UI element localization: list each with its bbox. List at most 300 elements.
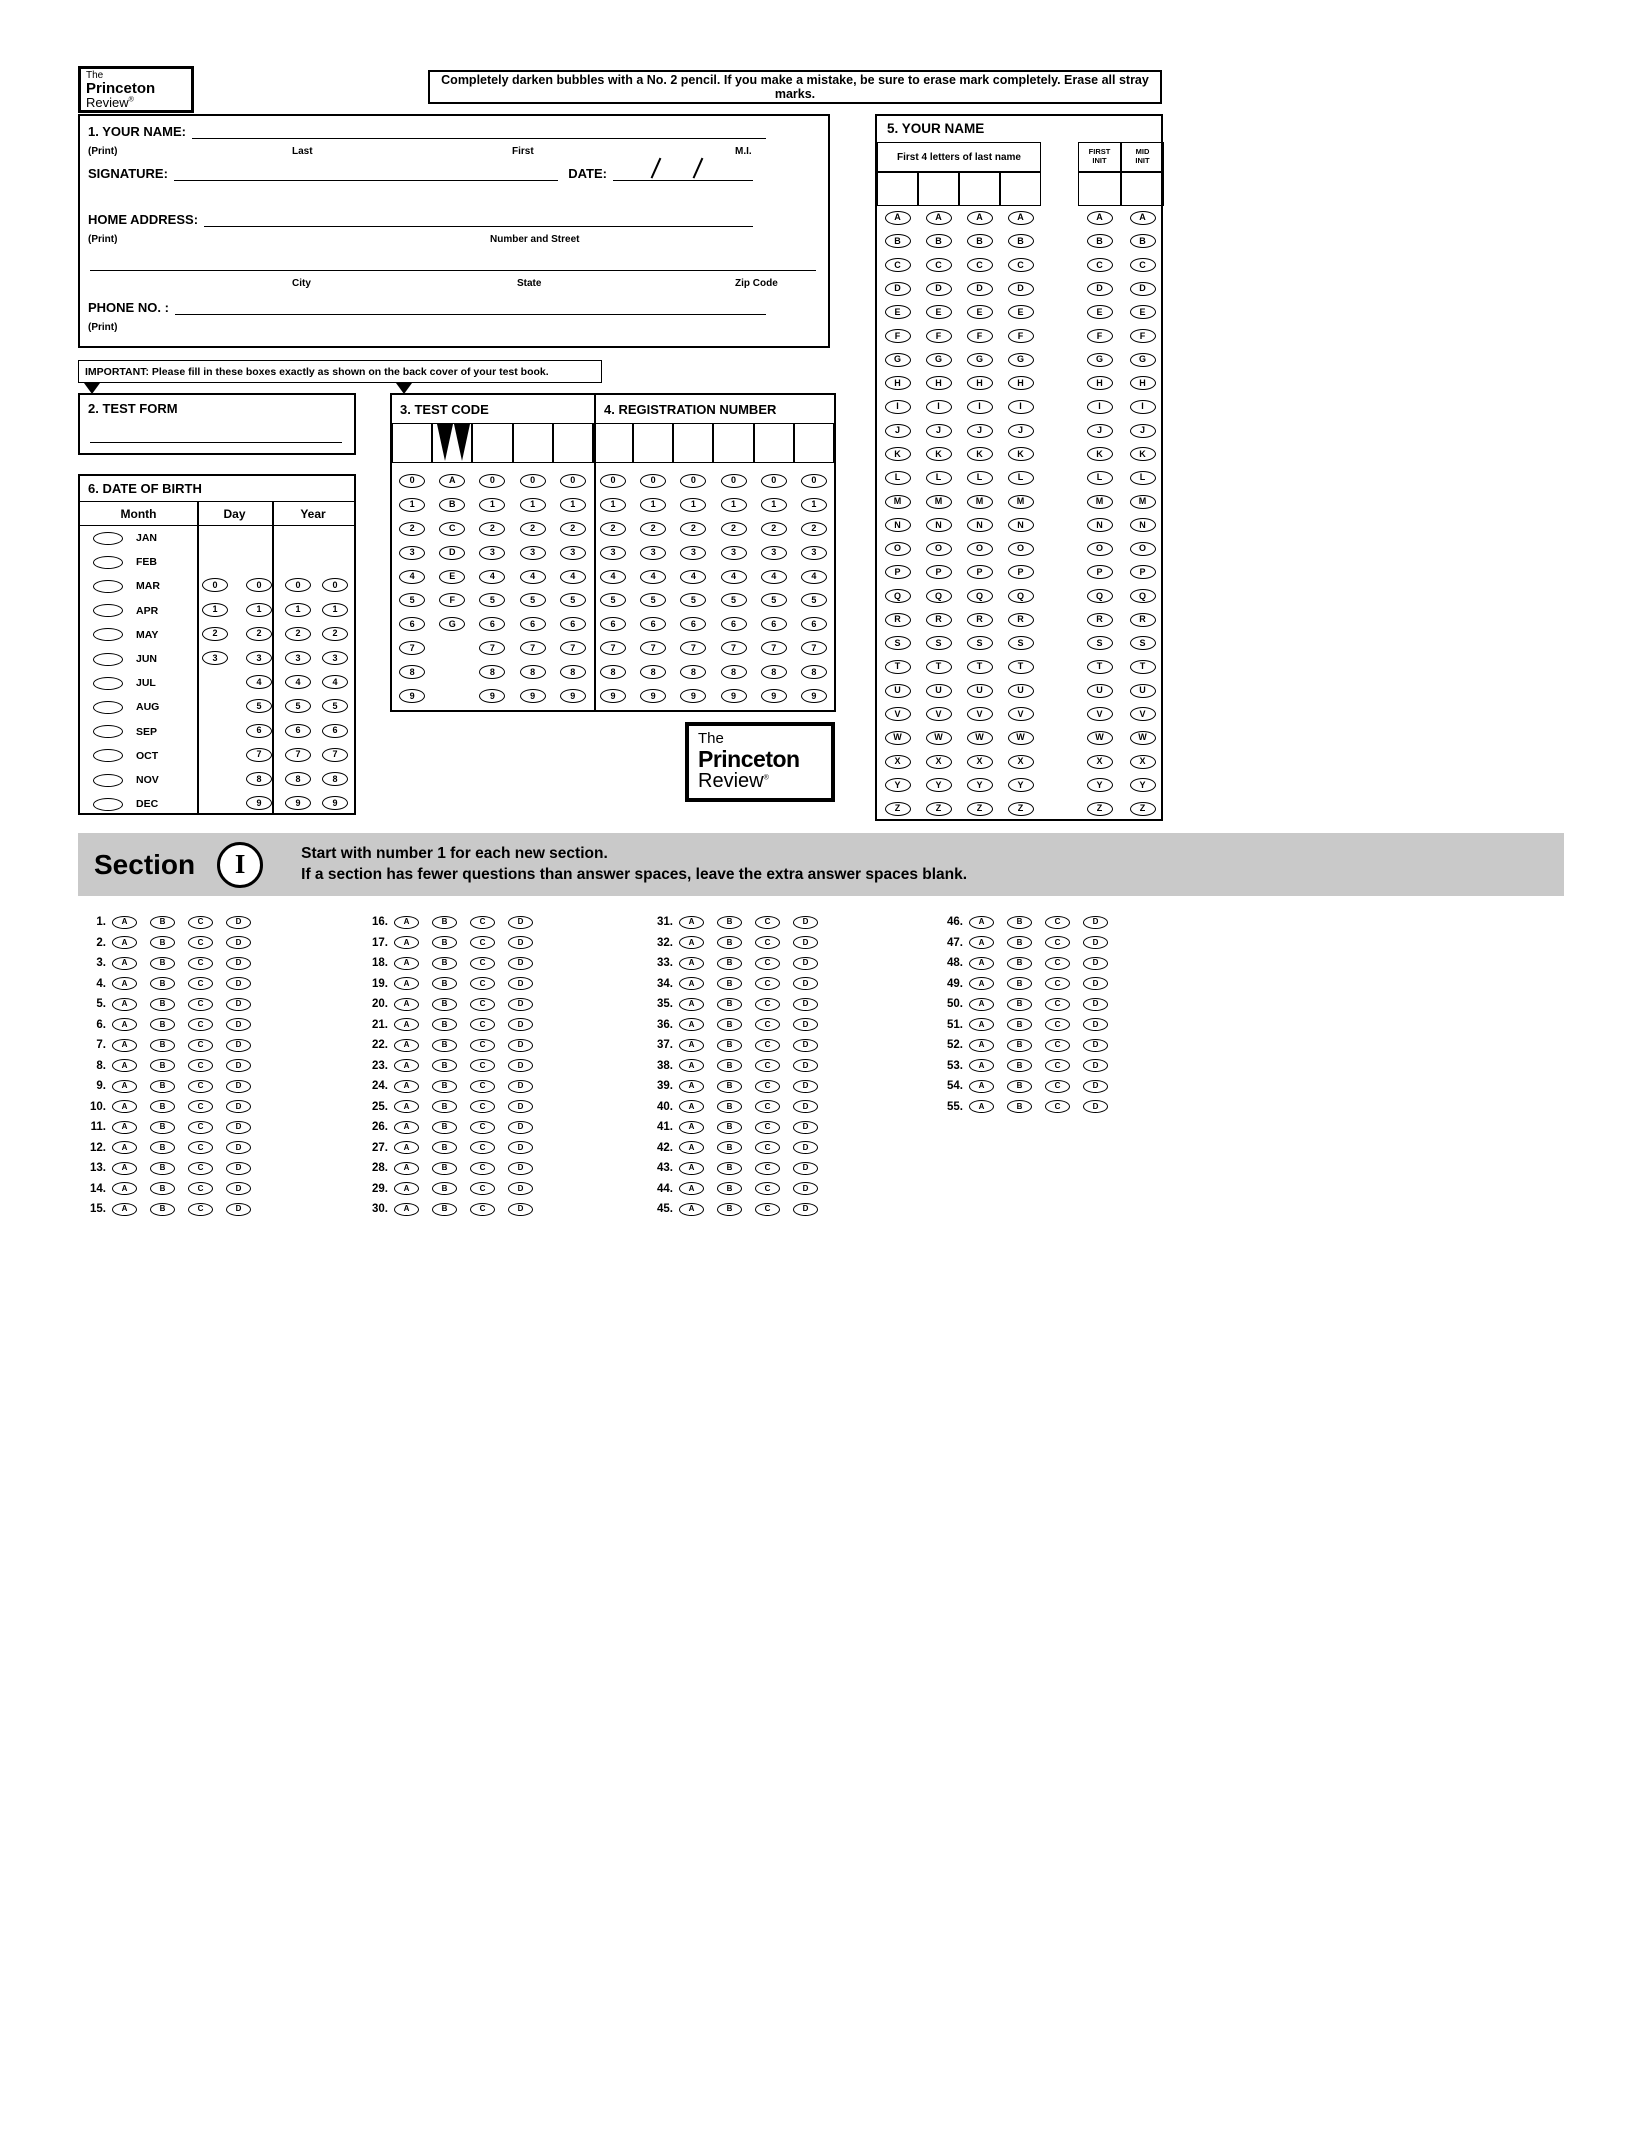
bubble-0[interactable]: 0: [761, 474, 787, 488]
answer-49-A[interactable]: A: [969, 977, 994, 990]
bubble-Z[interactable]: Z: [1008, 802, 1034, 816]
bubble-B[interactable]: B: [885, 234, 911, 248]
answer-35-D[interactable]: D: [793, 998, 818, 1011]
answer-31-C[interactable]: C: [755, 916, 780, 929]
answer-41-C[interactable]: C: [755, 1121, 780, 1134]
bubble-I[interactable]: I: [1008, 400, 1034, 414]
answer-43-C[interactable]: C: [755, 1162, 780, 1175]
bubble-year-ones-9[interactable]: 9: [322, 796, 348, 810]
bubble-day-ones-6[interactable]: 6: [246, 724, 272, 738]
bubble-F[interactable]: F: [967, 329, 993, 343]
bubble-year-tens-1[interactable]: 1: [285, 603, 311, 617]
answer-15-D[interactable]: D: [226, 1203, 251, 1216]
bubble-V[interactable]: V: [1087, 707, 1113, 721]
bubble-A[interactable]: A: [885, 211, 911, 225]
answer-21-B[interactable]: B: [432, 1018, 457, 1031]
answer-1-C[interactable]: C: [188, 916, 213, 929]
answer-9-B[interactable]: B: [150, 1080, 175, 1093]
answer-23-B[interactable]: B: [432, 1059, 457, 1072]
bubble-O[interactable]: O: [967, 542, 993, 556]
bubble-7[interactable]: 7: [801, 641, 827, 655]
answer-4-B[interactable]: B: [150, 977, 175, 990]
bubble-Y[interactable]: Y: [1130, 778, 1156, 792]
bubble-U[interactable]: U: [1087, 684, 1113, 698]
bubble-month-MAR[interactable]: [93, 580, 123, 593]
answer-14-C[interactable]: C: [188, 1182, 213, 1195]
bubble-9[interactable]: 9: [721, 689, 747, 703]
answer-4-A[interactable]: A: [112, 977, 137, 990]
bubble-1[interactable]: 1: [479, 498, 505, 512]
bubble-C[interactable]: C: [885, 258, 911, 272]
name-write-cell[interactable]: [1078, 172, 1121, 206]
answer-39-B[interactable]: B: [717, 1080, 742, 1093]
bubble-Z[interactable]: Z: [1130, 802, 1156, 816]
bubble-4[interactable]: 4: [680, 570, 706, 584]
bubble-O[interactable]: O: [885, 542, 911, 556]
bubble-T[interactable]: T: [1008, 660, 1034, 674]
answer-16-D[interactable]: D: [508, 916, 533, 929]
phone-line[interactable]: [175, 300, 766, 315]
bubble-2[interactable]: 2: [479, 522, 505, 536]
bubble-F[interactable]: F: [1087, 329, 1113, 343]
answer-22-D[interactable]: D: [508, 1039, 533, 1052]
bubble-month-OCT[interactable]: [93, 749, 123, 762]
bubble-C[interactable]: C: [1087, 258, 1113, 272]
bubble-I[interactable]: I: [885, 400, 911, 414]
bubble-R[interactable]: R: [885, 613, 911, 627]
bubble-B[interactable]: B: [967, 234, 993, 248]
name-write-cell[interactable]: [918, 172, 959, 206]
answer-17-C[interactable]: C: [470, 936, 495, 949]
bubble-5[interactable]: 5: [761, 593, 787, 607]
answer-33-C[interactable]: C: [755, 957, 780, 970]
bubble-0[interactable]: 0: [399, 474, 425, 488]
bubble-P[interactable]: P: [967, 565, 993, 579]
answer-2-C[interactable]: C: [188, 936, 213, 949]
bubble-year-ones-3[interactable]: 3: [322, 651, 348, 665]
bubble-7[interactable]: 7: [560, 641, 586, 655]
answer-5-D[interactable]: D: [226, 998, 251, 1011]
bubble-8[interactable]: 8: [721, 665, 747, 679]
bubble-Z[interactable]: Z: [885, 802, 911, 816]
answer-17-B[interactable]: B: [432, 936, 457, 949]
bubble-4[interactable]: 4: [761, 570, 787, 584]
answer-4-D[interactable]: D: [226, 977, 251, 990]
bubble-Q[interactable]: Q: [1130, 589, 1156, 603]
bubble-Q[interactable]: Q: [926, 589, 952, 603]
bubble-G[interactable]: G: [1008, 353, 1034, 367]
answer-45-C[interactable]: C: [755, 1203, 780, 1216]
bubble-V[interactable]: V: [926, 707, 952, 721]
bubble-E[interactable]: E: [1008, 305, 1034, 319]
answer-23-A[interactable]: A: [394, 1059, 419, 1072]
bubble-year-ones-0[interactable]: 0: [322, 578, 348, 592]
answer-28-D[interactable]: D: [508, 1162, 533, 1175]
name-write-cell[interactable]: [1000, 172, 1041, 206]
bubble-E[interactable]: E: [926, 305, 952, 319]
answer-7-A[interactable]: A: [112, 1039, 137, 1052]
bubble-N[interactable]: N: [967, 518, 993, 532]
bubble-7[interactable]: 7: [479, 641, 505, 655]
answer-5-B[interactable]: B: [150, 998, 175, 1011]
bubble-2[interactable]: 2: [399, 522, 425, 536]
bubble-L[interactable]: L: [1087, 471, 1113, 485]
code-write-cell[interactable]: [432, 423, 472, 463]
bubble-5[interactable]: 5: [560, 593, 586, 607]
code-write-cell[interactable]: [673, 423, 713, 463]
answer-43-A[interactable]: A: [679, 1162, 704, 1175]
answer-31-A[interactable]: A: [679, 916, 704, 929]
bubble-day-ones-5[interactable]: 5: [246, 699, 272, 713]
answer-47-B[interactable]: B: [1007, 936, 1032, 949]
answer-15-A[interactable]: A: [112, 1203, 137, 1216]
answer-40-C[interactable]: C: [755, 1100, 780, 1113]
bubble-9[interactable]: 9: [801, 689, 827, 703]
bubble-0[interactable]: 0: [479, 474, 505, 488]
code-write-cell[interactable]: [553, 423, 593, 463]
answer-27-A[interactable]: A: [394, 1141, 419, 1154]
answer-29-D[interactable]: D: [508, 1182, 533, 1195]
bubble-I[interactable]: I: [1087, 400, 1113, 414]
answer-3-C[interactable]: C: [188, 957, 213, 970]
bubble-Q[interactable]: Q: [967, 589, 993, 603]
bubble-7[interactable]: 7: [680, 641, 706, 655]
answer-25-D[interactable]: D: [508, 1100, 533, 1113]
bubble-month-JAN[interactable]: [93, 532, 123, 545]
bubble-year-tens-8[interactable]: 8: [285, 772, 311, 786]
answer-2-D[interactable]: D: [226, 936, 251, 949]
bubble-E[interactable]: E: [1087, 305, 1113, 319]
answer-50-B[interactable]: B: [1007, 998, 1032, 1011]
bubble-7[interactable]: 7: [520, 641, 546, 655]
bubble-G[interactable]: G: [439, 617, 465, 631]
answer-34-D[interactable]: D: [793, 977, 818, 990]
bubble-Y[interactable]: Y: [885, 778, 911, 792]
bubble-year-ones-6[interactable]: 6: [322, 724, 348, 738]
bubble-W[interactable]: W: [1087, 731, 1113, 745]
bubble-C[interactable]: C: [967, 258, 993, 272]
answer-12-A[interactable]: A: [112, 1141, 137, 1154]
bubble-D[interactable]: D: [1087, 282, 1113, 296]
bubble-S[interactable]: S: [1008, 636, 1034, 650]
bubble-T[interactable]: T: [1087, 660, 1113, 674]
bubble-J[interactable]: J: [885, 424, 911, 438]
bubble-V[interactable]: V: [885, 707, 911, 721]
bubble-year-tens-6[interactable]: 6: [285, 724, 311, 738]
bubble-J[interactable]: J: [1130, 424, 1156, 438]
bubble-6[interactable]: 6: [680, 617, 706, 631]
bubble-3[interactable]: 3: [399, 546, 425, 560]
answer-40-A[interactable]: A: [679, 1100, 704, 1113]
bubble-B[interactable]: B: [1008, 234, 1034, 248]
bubble-5[interactable]: 5: [640, 593, 666, 607]
bubble-T[interactable]: T: [967, 660, 993, 674]
bubble-0[interactable]: 0: [560, 474, 586, 488]
bubble-month-SEP[interactable]: [93, 725, 123, 738]
bubble-4[interactable]: 4: [520, 570, 546, 584]
answer-10-A[interactable]: A: [112, 1100, 137, 1113]
bubble-I[interactable]: I: [967, 400, 993, 414]
answer-3-A[interactable]: A: [112, 957, 137, 970]
bubble-U[interactable]: U: [926, 684, 952, 698]
bubble-E[interactable]: E: [967, 305, 993, 319]
bubble-0[interactable]: 0: [600, 474, 626, 488]
bubble-Y[interactable]: Y: [1087, 778, 1113, 792]
bubble-5[interactable]: 5: [399, 593, 425, 607]
bubble-M[interactable]: M: [967, 495, 993, 509]
bubble-month-APR[interactable]: [93, 604, 123, 617]
bubble-V[interactable]: V: [1130, 707, 1156, 721]
answer-48-A[interactable]: A: [969, 957, 994, 970]
answer-21-D[interactable]: D: [508, 1018, 533, 1031]
bubble-X[interactable]: X: [926, 755, 952, 769]
answer-8-C[interactable]: C: [188, 1059, 213, 1072]
answer-33-D[interactable]: D: [793, 957, 818, 970]
answer-24-C[interactable]: C: [470, 1080, 495, 1093]
bubble-T[interactable]: T: [1130, 660, 1156, 674]
answer-35-A[interactable]: A: [679, 998, 704, 1011]
bubble-F[interactable]: F: [885, 329, 911, 343]
bubble-year-ones-5[interactable]: 5: [322, 699, 348, 713]
bubble-W[interactable]: W: [1130, 731, 1156, 745]
bubble-3[interactable]: 3: [600, 546, 626, 560]
answer-47-C[interactable]: C: [1045, 936, 1070, 949]
answer-27-C[interactable]: C: [470, 1141, 495, 1154]
answer-18-B[interactable]: B: [432, 957, 457, 970]
answer-46-A[interactable]: A: [969, 916, 994, 929]
bubble-J[interactable]: J: [967, 424, 993, 438]
answer-37-D[interactable]: D: [793, 1039, 818, 1052]
bubble-K[interactable]: K: [1087, 447, 1113, 461]
answer-28-C[interactable]: C: [470, 1162, 495, 1175]
bubble-2[interactable]: 2: [560, 522, 586, 536]
bubble-3[interactable]: 3: [479, 546, 505, 560]
answer-44-B[interactable]: B: [717, 1182, 742, 1195]
bubble-8[interactable]: 8: [801, 665, 827, 679]
bubble-year-ones-1[interactable]: 1: [322, 603, 348, 617]
bubble-A[interactable]: A: [1087, 211, 1113, 225]
bubble-J[interactable]: J: [1008, 424, 1034, 438]
answer-30-A[interactable]: A: [394, 1203, 419, 1216]
answer-26-C[interactable]: C: [470, 1121, 495, 1134]
bubble-M[interactable]: M: [1130, 495, 1156, 509]
bubble-9[interactable]: 9: [680, 689, 706, 703]
answer-23-D[interactable]: D: [508, 1059, 533, 1072]
bubble-year-ones-7[interactable]: 7: [322, 748, 348, 762]
answer-53-C[interactable]: C: [1045, 1059, 1070, 1072]
bubble-6[interactable]: 6: [560, 617, 586, 631]
answer-13-A[interactable]: A: [112, 1162, 137, 1175]
bubble-E[interactable]: E: [1130, 305, 1156, 319]
bubble-1[interactable]: 1: [399, 498, 425, 512]
answer-6-B[interactable]: B: [150, 1018, 175, 1031]
answer-36-C[interactable]: C: [755, 1018, 780, 1031]
bubble-E[interactable]: E: [885, 305, 911, 319]
answer-10-C[interactable]: C: [188, 1100, 213, 1113]
bubble-8[interactable]: 8: [680, 665, 706, 679]
bubble-N[interactable]: N: [1008, 518, 1034, 532]
answer-46-B[interactable]: B: [1007, 916, 1032, 929]
answer-54-B[interactable]: B: [1007, 1080, 1032, 1093]
name-write-cell[interactable]: [959, 172, 1000, 206]
code-write-cell[interactable]: [472, 423, 512, 463]
bubble-0[interactable]: 0: [801, 474, 827, 488]
answer-20-B[interactable]: B: [432, 998, 457, 1011]
bubble-8[interactable]: 8: [479, 665, 505, 679]
answer-30-D[interactable]: D: [508, 1203, 533, 1216]
bubble-E[interactable]: E: [439, 570, 465, 584]
bubble-6[interactable]: 6: [640, 617, 666, 631]
bubble-F[interactable]: F: [926, 329, 952, 343]
answer-41-D[interactable]: D: [793, 1121, 818, 1134]
answer-14-B[interactable]: B: [150, 1182, 175, 1195]
bubble-W[interactable]: W: [926, 731, 952, 745]
bubble-year-tens-0[interactable]: 0: [285, 578, 311, 592]
answer-51-B[interactable]: B: [1007, 1018, 1032, 1031]
answer-39-A[interactable]: A: [679, 1080, 704, 1093]
bubble-B[interactable]: B: [1130, 234, 1156, 248]
answer-37-B[interactable]: B: [717, 1039, 742, 1052]
answer-42-B[interactable]: B: [717, 1141, 742, 1154]
answer-26-A[interactable]: A: [394, 1121, 419, 1134]
answer-25-C[interactable]: C: [470, 1100, 495, 1113]
answer-46-D[interactable]: D: [1083, 916, 1108, 929]
bubble-T[interactable]: T: [885, 660, 911, 674]
bubble-1[interactable]: 1: [761, 498, 787, 512]
bubble-Y[interactable]: Y: [1008, 778, 1034, 792]
answer-22-A[interactable]: A: [394, 1039, 419, 1052]
code-write-cell[interactable]: [794, 423, 834, 463]
bubble-Y[interactable]: Y: [967, 778, 993, 792]
bubble-day-ones-3[interactable]: 3: [246, 651, 272, 665]
bubble-1[interactable]: 1: [680, 498, 706, 512]
answer-25-B[interactable]: B: [432, 1100, 457, 1113]
bubble-0[interactable]: 0: [680, 474, 706, 488]
bubble-4[interactable]: 4: [479, 570, 505, 584]
answer-28-B[interactable]: B: [432, 1162, 457, 1175]
bubble-4[interactable]: 4: [640, 570, 666, 584]
bubble-1[interactable]: 1: [721, 498, 747, 512]
answer-53-D[interactable]: D: [1083, 1059, 1108, 1072]
answer-19-A[interactable]: A: [394, 977, 419, 990]
bubble-8[interactable]: 8: [560, 665, 586, 679]
bubble-G[interactable]: G: [926, 353, 952, 367]
bubble-year-tens-3[interactable]: 3: [285, 651, 311, 665]
answer-52-B[interactable]: B: [1007, 1039, 1032, 1052]
bubble-P[interactable]: P: [1087, 565, 1113, 579]
answer-7-C[interactable]: C: [188, 1039, 213, 1052]
bubble-0[interactable]: 0: [640, 474, 666, 488]
answer-45-A[interactable]: A: [679, 1203, 704, 1216]
bubble-day-ones-0[interactable]: 0: [246, 578, 272, 592]
bubble-day-tens-0[interactable]: 0: [202, 578, 228, 592]
answer-51-C[interactable]: C: [1045, 1018, 1070, 1031]
bubble-D[interactable]: D: [967, 282, 993, 296]
answer-11-D[interactable]: D: [226, 1121, 251, 1134]
bubble-C[interactable]: C: [1130, 258, 1156, 272]
bubble-0[interactable]: 0: [721, 474, 747, 488]
bubble-N[interactable]: N: [926, 518, 952, 532]
answer-35-C[interactable]: C: [755, 998, 780, 1011]
answer-46-C[interactable]: C: [1045, 916, 1070, 929]
answer-50-A[interactable]: A: [969, 998, 994, 1011]
bubble-Q[interactable]: Q: [885, 589, 911, 603]
answer-55-A[interactable]: A: [969, 1100, 994, 1113]
answer-40-D[interactable]: D: [793, 1100, 818, 1113]
bubble-R[interactable]: R: [1008, 613, 1034, 627]
answer-32-A[interactable]: A: [679, 936, 704, 949]
answer-52-A[interactable]: A: [969, 1039, 994, 1052]
answer-49-C[interactable]: C: [1045, 977, 1070, 990]
bubble-M[interactable]: M: [885, 495, 911, 509]
answer-32-C[interactable]: C: [755, 936, 780, 949]
answer-9-C[interactable]: C: [188, 1080, 213, 1093]
bubble-year-tens-2[interactable]: 2: [285, 627, 311, 641]
bubble-D[interactable]: D: [926, 282, 952, 296]
answer-19-D[interactable]: D: [508, 977, 533, 990]
bubble-6[interactable]: 6: [801, 617, 827, 631]
city-state-zip-line[interactable]: [90, 270, 816, 271]
answer-31-D[interactable]: D: [793, 916, 818, 929]
bubble-W[interactable]: W: [967, 731, 993, 745]
answer-16-A[interactable]: A: [394, 916, 419, 929]
answer-10-D[interactable]: D: [226, 1100, 251, 1113]
bubble-P[interactable]: P: [885, 565, 911, 579]
bubble-R[interactable]: R: [1087, 613, 1113, 627]
bubble-M[interactable]: M: [926, 495, 952, 509]
bubble-T[interactable]: T: [926, 660, 952, 674]
bubble-2[interactable]: 2: [761, 522, 787, 536]
answer-24-B[interactable]: B: [432, 1080, 457, 1093]
answer-30-C[interactable]: C: [470, 1203, 495, 1216]
answer-49-B[interactable]: B: [1007, 977, 1032, 990]
answer-24-A[interactable]: A: [394, 1080, 419, 1093]
answer-36-B[interactable]: B: [717, 1018, 742, 1031]
bubble-2[interactable]: 2: [801, 522, 827, 536]
bubble-Z[interactable]: Z: [926, 802, 952, 816]
bubble-9[interactable]: 9: [520, 689, 546, 703]
bubble-3[interactable]: 3: [560, 546, 586, 560]
bubble-3[interactable]: 3: [721, 546, 747, 560]
answer-15-B[interactable]: B: [150, 1203, 175, 1216]
bubble-year-tens-5[interactable]: 5: [285, 699, 311, 713]
answer-28-A[interactable]: A: [394, 1162, 419, 1175]
answer-20-D[interactable]: D: [508, 998, 533, 1011]
bubble-K[interactable]: K: [1130, 447, 1156, 461]
bubble-7[interactable]: 7: [600, 641, 626, 655]
answer-3-B[interactable]: B: [150, 957, 175, 970]
answer-32-B[interactable]: B: [717, 936, 742, 949]
bubble-U[interactable]: U: [1008, 684, 1034, 698]
answer-5-A[interactable]: A: [112, 998, 137, 1011]
signature-line[interactable]: [174, 166, 558, 181]
bubble-X[interactable]: X: [967, 755, 993, 769]
answer-54-A[interactable]: A: [969, 1080, 994, 1093]
answer-11-C[interactable]: C: [188, 1121, 213, 1134]
answer-52-D[interactable]: D: [1083, 1039, 1108, 1052]
bubble-X[interactable]: X: [1087, 755, 1113, 769]
answer-5-C[interactable]: C: [188, 998, 213, 1011]
name-write-cell[interactable]: [877, 172, 918, 206]
bubble-8[interactable]: 8: [600, 665, 626, 679]
answer-21-C[interactable]: C: [470, 1018, 495, 1031]
answer-40-B[interactable]: B: [717, 1100, 742, 1113]
answer-36-A[interactable]: A: [679, 1018, 704, 1031]
bubble-K[interactable]: K: [967, 447, 993, 461]
answer-38-D[interactable]: D: [793, 1059, 818, 1072]
bubble-3[interactable]: 3: [761, 546, 787, 560]
bubble-day-tens-1[interactable]: 1: [202, 603, 228, 617]
